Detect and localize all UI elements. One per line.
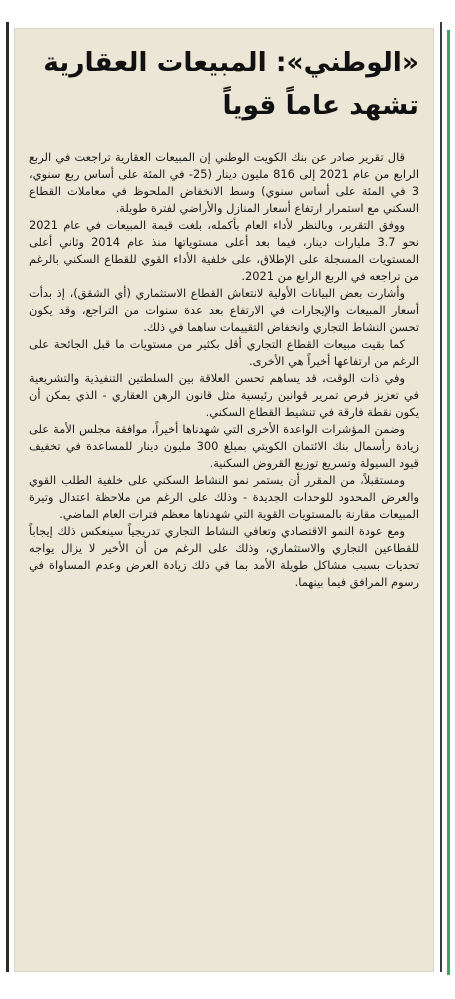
article-headline bbox=[29, 41, 419, 127]
paragraph: وضمن المؤشرات الواعدة الأخرى التي شهدناها أخيراً، موافقة مجلس الأمة على زيادة رأسمال بنك الائتمان الكويتي بمبلغ 300 مليون دينار للمساعدة في تخفيف قيود السيولة وتسريع توزيع القروض السكنية. bbox=[29, 422, 419, 470]
paragraph: وأشارت بعض البيانات الأولية لانتعاش القطاع الاستثماري (أي الشقق)، إذ بدأت أسعار المبيعات والإيجارات في الارتفاع بعد عدة سنوات من التراجع، وقد يكون تحسن النشاط التجاري وانخفاض التقييمات ساهما في ذلك. bbox=[29, 286, 419, 334]
paragraph: ومع عودة النمو الاقتصادي وتعافي النشاط التجاري تدريجياً سينعكس ذلك إيجاباً للقطاعين التجاري والاستثماري، وذلك على الرغم من أن الأخير لا يزال يواجه تحديات بسبب مشاكل طويلة الأمد بما في ذلك زيادة العرض وعدم المساواة في رسوم المرافق فيما بينهما. bbox=[29, 524, 419, 589]
article-card bbox=[14, 28, 434, 972]
headline-line-2: تشهد عاماً قوياً bbox=[222, 90, 419, 121]
paragraph: وفي ذات الوقت، قد يساهم تحسن العلاقة بين السلطتين التنفيذية والتشريعية في تعزيز فرص تمرير قوانين رئيسية مثل قانون الرهن العقاري - الذي يمكن أن يكون نقطة فارقة في تنشيط القطاع السكني. bbox=[29, 371, 419, 419]
paragraph: ووفق التقرير، وبالنظر لأداء العام بأكمله، بلغت قيمة المبيعات في عام 2021 نحو 3.7 مليارات دينار، فيما بعد أعلى مستوياتها منذ عام 2014 وثاني أعلى المستويات المسجلة على الإطلاق، على خلفية الأداء القوي للقطاع السكني بالرغم من تراجعه في الربع الرابع من 2021. bbox=[29, 218, 419, 283]
paragraph: ومستقبلاً، من المقرر أن يستمر نمو النشاط السكني على خلفية الطلب القوي والعرض المحدود للوحدات الجديدة - وذلك على الرغم من ملاحظة اعتدال وتيرة المبيعات مقارنة بالمستويات القوية التي شهدناها معظم فترات العام الماضي. bbox=[29, 473, 419, 521]
headline-line-1: «الوطني»: المبيعات العقارية bbox=[43, 47, 419, 78]
paragraph: كما بقيت مبيعات القطاع التجاري أقل بكثير من مستويات ما قبل الجائحة على الرغم من ارتفاعها أخيراً هي الأخرى. bbox=[29, 337, 419, 368]
adjacent-column-edge bbox=[447, 30, 450, 975]
column-rule-right bbox=[440, 22, 442, 972]
column-rule-left bbox=[6, 22, 9, 972]
paragraph: قال تقرير صادر عن بنك الكويت الوطني إن المبيعات العقارية تراجعت في الربع الرابع من عام 2021 إلى 816 مليون دينار (25- في المئة على أساس ربع سنوي، 3 في المئة على أساس سنوي) وسط الانخفاض الملحوظ في معاملات القطاع السكني مع استمرار ارتفاع أسعار المنازل والأراضي لفترة طويلة. bbox=[29, 150, 419, 215]
article-body bbox=[29, 149, 419, 591]
